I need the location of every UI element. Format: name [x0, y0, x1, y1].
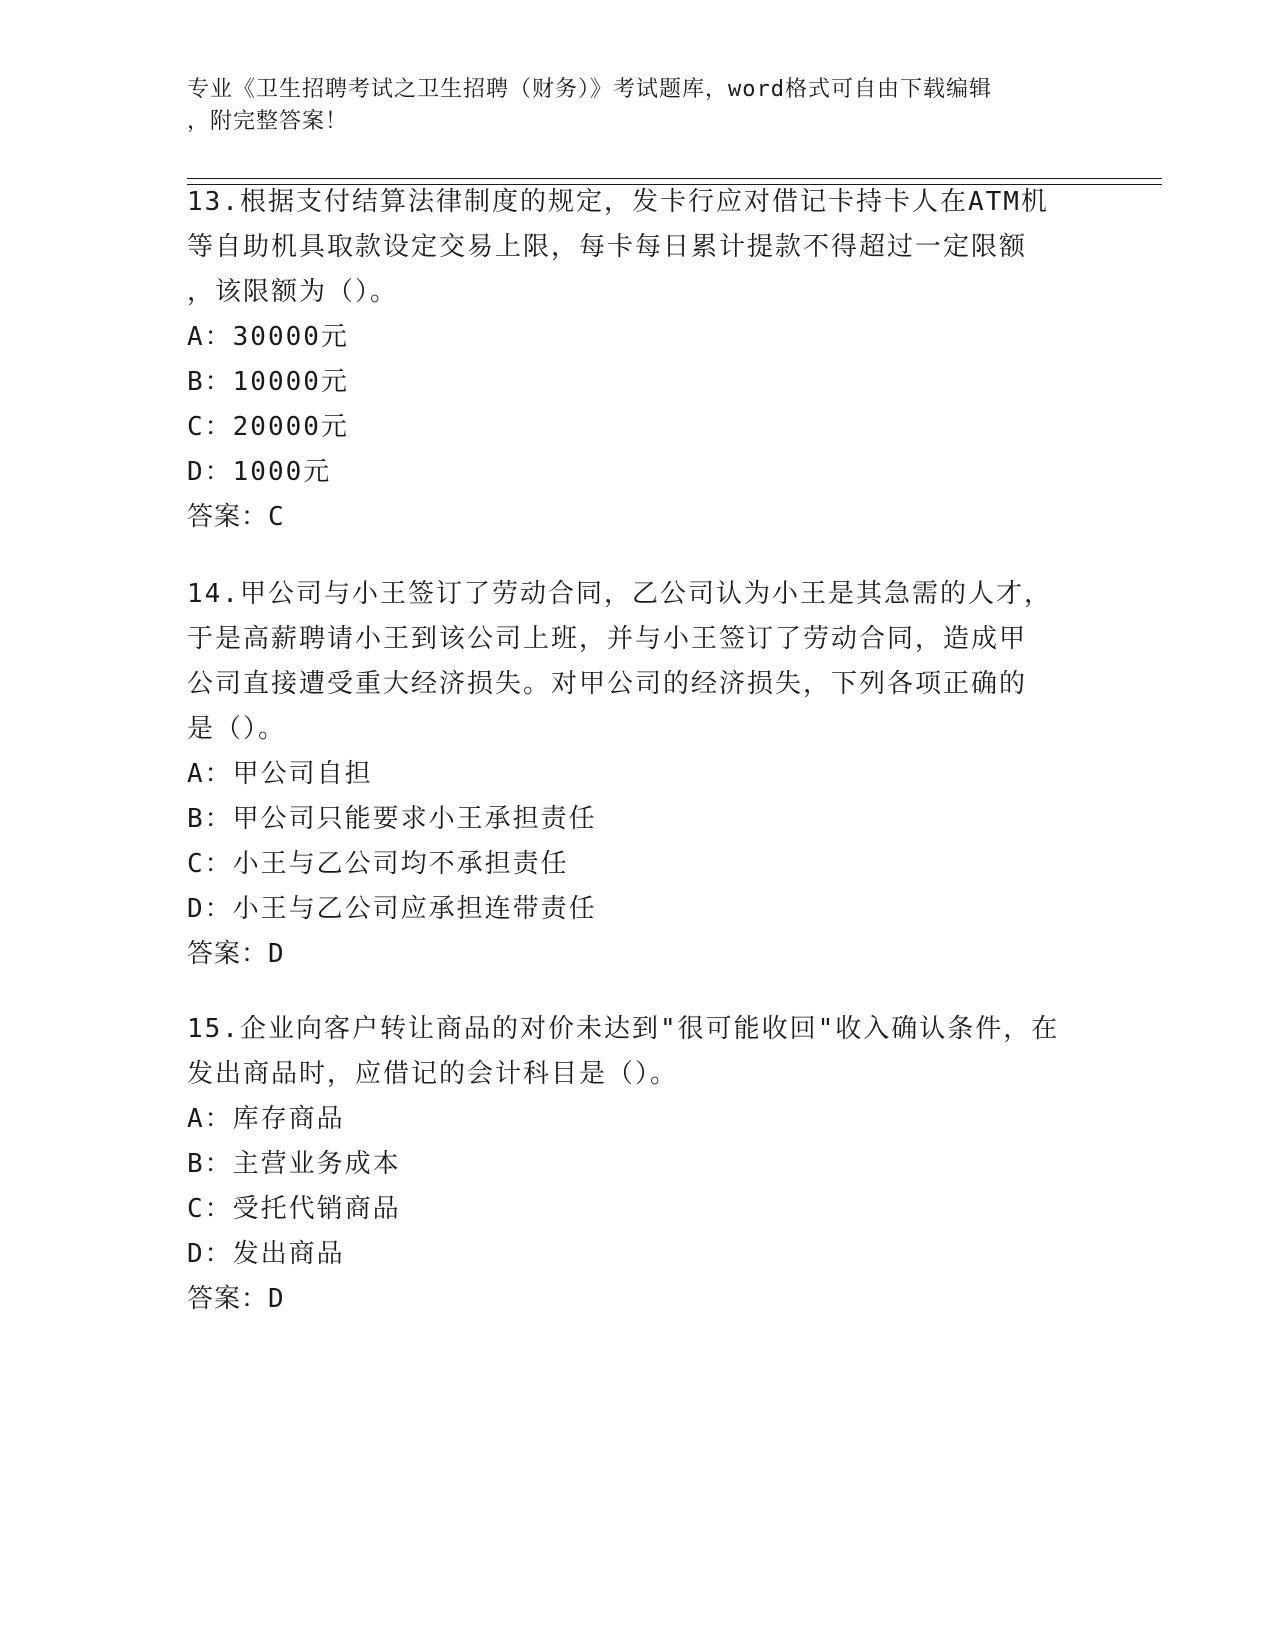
question-stem-line: ，该限额为（）。	[187, 277, 399, 307]
option-c: C：20000元	[187, 412, 349, 442]
option-a: A：库存商品	[187, 1104, 345, 1134]
answer-value: D	[268, 1284, 285, 1314]
question-stem-line: 15.企业向客户转让商品的对价未达到"很可能收回"收入确认条件，在	[187, 1014, 1060, 1044]
option-d: D：1000元	[187, 457, 332, 487]
option-d: D：发出商品	[187, 1239, 345, 1269]
document-header	[187, 74, 1067, 138]
question-stem-line: 发出商品时，应借记的会计科目是（）。	[187, 1059, 679, 1089]
option-c: C：受托代销商品	[187, 1194, 401, 1224]
option-a: A：30000元	[187, 322, 349, 352]
header-line: ，附完整答案！	[187, 109, 349, 134]
option-a: A：甲公司自担	[187, 759, 373, 789]
question-13	[187, 180, 1087, 540]
question-stem-line: 于是高薪聘请小王到该公司上班，并与小王签订了劳动合同，造成甲	[187, 624, 1028, 654]
answer	[187, 495, 1087, 540]
option-c: C：小王与乙公司均不承担责任	[187, 849, 569, 879]
option-b: B：10000元	[187, 367, 349, 397]
option-b: B：主营业务成本	[187, 1149, 401, 1179]
header-line: 专业《卫生招聘考试之卫生招聘（财务）》考试题库，word格式可自由下载编辑	[187, 77, 992, 102]
question-15	[187, 1007, 1087, 1322]
answer-label: 答案：	[187, 939, 269, 969]
question-stem-line: 14.甲公司与小王签订了劳动合同，乙公司认为小王是其急需的人才，	[187, 579, 1052, 609]
question-stem-line: 公司直接遭受重大经济损失。对甲公司的经济损失，下列各项正确的	[187, 669, 1028, 699]
question-stem-line: 是（）。	[187, 714, 287, 744]
question-stem-line: 等自助机具取款设定交易上限，每卡每日累计提款不得超过一定限额	[187, 232, 1028, 262]
answer	[187, 1277, 1087, 1322]
answer-label: 答案：	[187, 1284, 269, 1314]
answer-value: D	[268, 939, 285, 969]
question-stem-line: 13.根据支付结算法律制度的规定，发卡行应对借记卡持卡人在ATM机	[187, 187, 1049, 217]
option-d: D：小王与乙公司应承担连带责任	[187, 894, 597, 924]
answer-value: C	[268, 502, 285, 532]
answer-label: 答案：	[187, 502, 269, 532]
answer	[187, 932, 1087, 977]
option-b: B：甲公司只能要求小王承担责任	[187, 804, 597, 834]
question-14	[187, 572, 1087, 977]
